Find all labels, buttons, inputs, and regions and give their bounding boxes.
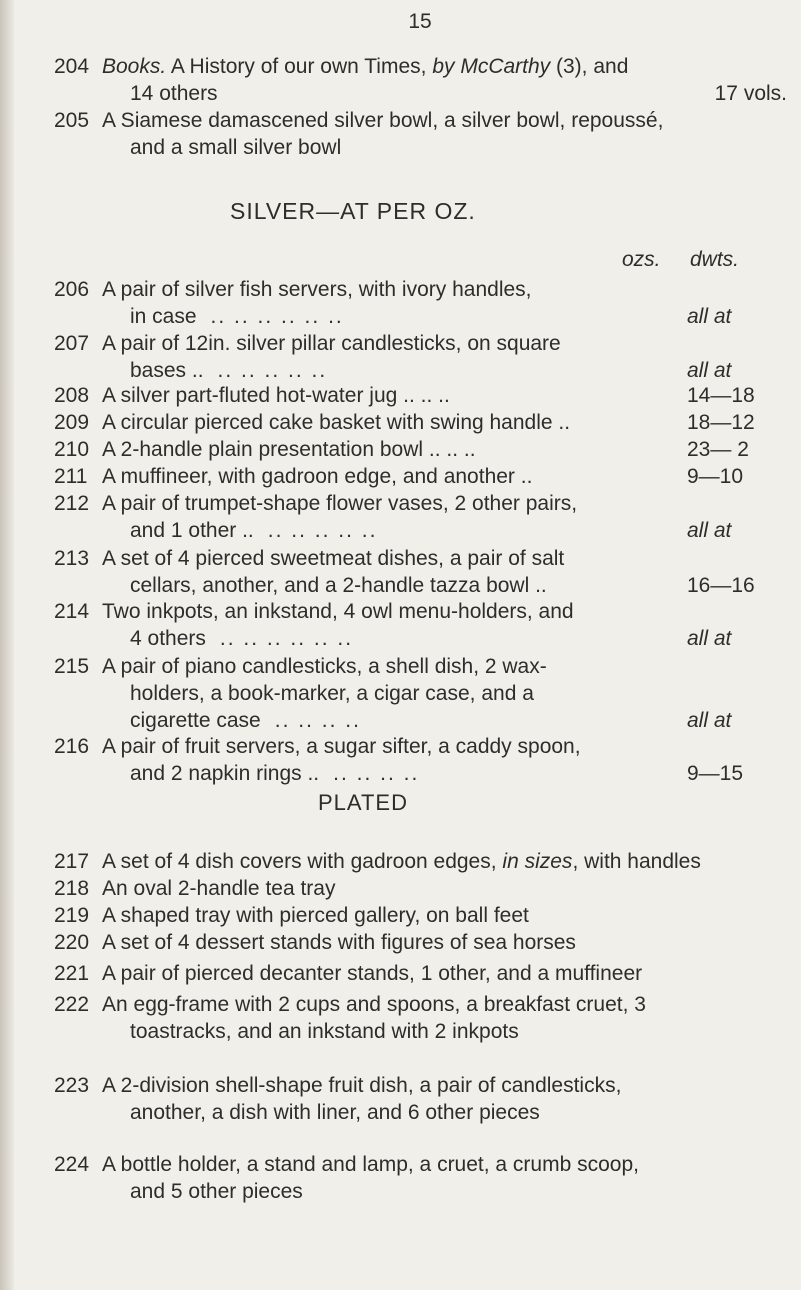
lot-206 bbox=[54, 276, 787, 330]
lot-description: An egg-frame with 2 cups and spoons, a breakfast cruet, 3 bbox=[102, 993, 646, 1016]
lot-number: 214 bbox=[54, 600, 90, 623]
lot-description-line2: and 1 other .. bbox=[130, 519, 254, 542]
leader-dots: .. .. .. .. bbox=[333, 762, 420, 785]
lot-description: A set of 4 dessert stands with figures of sea horses bbox=[102, 931, 576, 954]
lot-207 bbox=[54, 330, 787, 384]
lot-215 bbox=[54, 653, 787, 734]
lot-description: A pair of 12in. silver pillar candlesticks, on square bbox=[102, 332, 561, 355]
lot-price: 14—18 bbox=[687, 384, 755, 407]
lot-description: A pair of piano candlesticks, a shell dish, 2 wax- bbox=[102, 655, 547, 678]
lot-number: 219 bbox=[54, 904, 90, 927]
lot-price: 9—15 bbox=[687, 762, 744, 785]
lot-price: 16—16 bbox=[687, 574, 755, 597]
lot-description: A 2-handle plain presentation bowl .. .. .. bbox=[102, 438, 476, 461]
lot-number: 204 bbox=[54, 55, 90, 78]
lot-number: 208 bbox=[54, 384, 90, 407]
lot-description-line2: and 2 napkin rings .. bbox=[130, 762, 320, 785]
ozs-column-header: ozs. bbox=[622, 248, 661, 271]
lot-price: 9—10 bbox=[687, 465, 744, 488]
lot-number: 205 bbox=[54, 109, 90, 132]
lot-price: all at bbox=[687, 305, 732, 328]
lot-description: A History of our own Times, bbox=[166, 55, 433, 78]
lot-description: A pair of fruit servers, a sugar sifter, a caddy spoon, bbox=[102, 735, 581, 758]
lot-214 bbox=[54, 598, 787, 652]
lot-price: all at bbox=[687, 709, 732, 732]
lot-description: A bottle holder, a stand and lamp, a cruet, a crumb scoop, bbox=[102, 1153, 639, 1176]
lot-category: Books. bbox=[102, 55, 167, 78]
lot-description: A shaped tray with pierced gallery, on ball feet bbox=[102, 904, 529, 927]
leader-dots: .. .. .. .. .. bbox=[267, 519, 378, 542]
lot-author: by McCarthy bbox=[432, 55, 551, 78]
lot-description-line3: cigarette case bbox=[130, 709, 261, 732]
lot-description-line2: 14 others bbox=[130, 82, 218, 105]
lot-description: A pair of pierced decanter stands, 1 other, and a muffineer bbox=[102, 962, 643, 985]
lot-description-end: (3), and bbox=[550, 55, 629, 78]
lot-description: A 2-division shell-shape fruit dish, a pair of candlesticks, bbox=[102, 1074, 622, 1097]
lot-209 bbox=[54, 409, 787, 436]
lot-205 bbox=[54, 107, 787, 161]
lot-223 bbox=[54, 1072, 787, 1126]
lot-211 bbox=[54, 463, 787, 490]
lot-219 bbox=[54, 902, 787, 929]
lot-220 bbox=[54, 929, 787, 956]
lot-number: 215 bbox=[54, 655, 90, 678]
lot-description: A pair of trumpet-shape flower vases, 2 other pairs, bbox=[102, 492, 578, 515]
plated-section-heading: PLATED bbox=[318, 790, 408, 815]
lot-number: 221 bbox=[54, 962, 90, 985]
lot-description-line2: in case bbox=[130, 305, 197, 328]
lot-224 bbox=[54, 1151, 787, 1205]
lot-price: 23— 2 bbox=[687, 438, 749, 461]
lot-description-line2: bases .. bbox=[130, 359, 204, 382]
lot-216 bbox=[54, 733, 787, 787]
page-number: 15 bbox=[408, 10, 432, 33]
lot-description-line2: holders, a book-marker, a cigar case, and a bbox=[130, 682, 534, 705]
lot-price: 18—12 bbox=[687, 411, 755, 434]
lot-number: 216 bbox=[54, 735, 90, 758]
lot-description: Two inkpots, an inkstand, 4 owl menu-holders, and bbox=[102, 600, 574, 623]
lot-number: 223 bbox=[54, 1074, 90, 1097]
lot-description: A set of 4 dish covers with gadroon edges, bbox=[102, 850, 503, 873]
lot-description-line2: another, a dish with liner, and 6 other pieces bbox=[130, 1101, 540, 1124]
lot-description: A Siamese damascened silver bowl, a silver bowl, repoussé, bbox=[102, 109, 664, 132]
lot-description: An oval 2-handle tea tray bbox=[102, 877, 336, 900]
lot-number: 224 bbox=[54, 1153, 90, 1176]
lot-description: A silver part-fluted hot-water jug .. .. .. bbox=[102, 384, 450, 407]
lot-number: 207 bbox=[54, 332, 90, 355]
lot-description: A muffineer, with gadroon edge, and another .. bbox=[102, 465, 533, 488]
lot-price: all at bbox=[687, 359, 732, 382]
leader-dots: .. .. .. .. .. .. bbox=[210, 305, 344, 328]
lot-description-end: , with handles bbox=[572, 850, 701, 873]
lot-221 bbox=[54, 960, 787, 987]
dwts-column-header: dwts. bbox=[690, 248, 740, 271]
lot-number: 210 bbox=[54, 438, 90, 461]
lot-description: A set of 4 pierced sweetmeat dishes, a pair of salt bbox=[102, 547, 565, 570]
lot-description: A circular pierced cake basket with swing handle .. bbox=[102, 411, 571, 434]
lot-description-line2: and a small silver bowl bbox=[130, 136, 342, 159]
lot-number: 206 bbox=[54, 278, 90, 301]
lot-description-line2: 4 others bbox=[130, 627, 206, 650]
leader-dots: .. .. .. .. bbox=[274, 709, 361, 732]
lot-price: all at bbox=[687, 627, 732, 650]
lot-description-line2: and 5 other pieces bbox=[130, 1180, 303, 1203]
lot-number: 213 bbox=[54, 547, 90, 570]
lot-price: 17 vols. bbox=[714, 82, 787, 105]
silver-section-heading: SILVER—AT PER OZ. bbox=[230, 198, 476, 224]
lot-208 bbox=[54, 382, 787, 409]
lot-number: 212 bbox=[54, 492, 90, 515]
lot-number: 211 bbox=[54, 465, 88, 488]
lot-210 bbox=[54, 436, 787, 463]
lot-217 bbox=[54, 848, 787, 875]
lot-description-line2: toastracks, and an inkstand with 2 inkpots bbox=[130, 1020, 519, 1043]
lot-number: 209 bbox=[54, 411, 90, 434]
lot-222 bbox=[54, 991, 787, 1045]
leader-dots: .. .. .. .. .. bbox=[217, 359, 328, 382]
lot-number: 220 bbox=[54, 931, 90, 954]
lot-218 bbox=[54, 875, 787, 902]
page-gutter bbox=[0, 0, 14, 1290]
lot-213 bbox=[54, 545, 787, 599]
lot-description: A pair of silver fish servers, with ivory handles, bbox=[102, 278, 532, 301]
lot-212 bbox=[54, 490, 787, 544]
lot-price: all at bbox=[687, 519, 732, 542]
lot-204 bbox=[54, 53, 787, 107]
lot-number: 217 bbox=[54, 850, 90, 873]
lot-description-line2: cellars, another, and a 2-handle tazza bowl .. bbox=[130, 574, 547, 597]
lot-description-italic: in sizes bbox=[502, 850, 573, 873]
leader-dots: .. .. .. .. .. .. bbox=[219, 627, 354, 650]
lot-number: 218 bbox=[54, 877, 90, 900]
lot-number: 222 bbox=[54, 993, 90, 1016]
